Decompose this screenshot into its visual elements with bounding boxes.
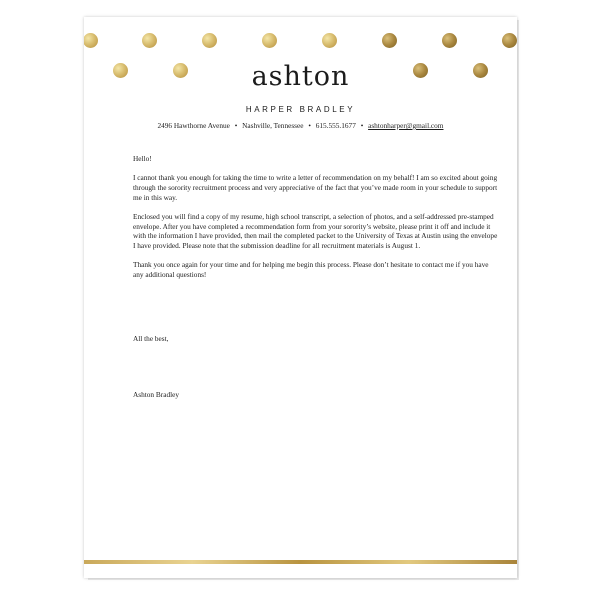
city: Nashville, Tennessee xyxy=(242,121,304,130)
gold-dot-decoration xyxy=(262,33,277,48)
paragraph: Enclosed you will find a copy of my resume, high school transcript, a selection of photos, and a self-addressed pre-stamped envelope. After you have completed a recommendation form from your sorority’s website, please print it off and include it with the information I have provided, then mail the completed packet to the University of Texas at Austin using the envelope I have provided. Please note that the submission deadline for all recruitment materials is August 1. xyxy=(133,211,498,250)
signature-name: Ashton Bradley xyxy=(133,390,180,399)
address: 2496 Hawthorne Avenue xyxy=(157,121,230,130)
stationery-page xyxy=(84,17,517,578)
gold-dot-decoration xyxy=(142,33,157,48)
gold-dot-decoration xyxy=(442,33,457,48)
email-link[interactable]: ashtonharper@gmail.com xyxy=(368,121,444,130)
closing: All the best, xyxy=(133,334,169,343)
gold-dot-decoration xyxy=(322,33,337,48)
paragraph: Thank you once again for your time and for helping me begin this process. Please don’t hesitate to contact me if you have any additional questions! xyxy=(133,260,489,279)
separator-bullet: • xyxy=(360,121,364,130)
greeting: Hello! xyxy=(133,154,152,163)
full-name: HARPER BRADLEY xyxy=(245,105,356,114)
gold-dot-decoration xyxy=(202,33,217,48)
gold-dot-decoration xyxy=(84,33,98,48)
phone: 615.555.1677 xyxy=(315,121,356,130)
separator-bullet: • xyxy=(308,121,311,130)
gold-foil-bar xyxy=(84,560,517,564)
gold-dot-decoration xyxy=(502,33,517,48)
letter-body xyxy=(133,154,498,289)
separator-bullet: • xyxy=(234,121,238,130)
monogram-name: ashton xyxy=(251,61,350,92)
paragraph: I cannot thank you enough for taking the time to write a letter of recommendation on my behalf! I am so excited about going through the sorority recruitment process and very appreciative of the fact that you’ve made room in your schedule to support me in this way. xyxy=(133,173,498,202)
gold-dot-decoration xyxy=(382,33,397,48)
contact-line xyxy=(84,121,517,130)
